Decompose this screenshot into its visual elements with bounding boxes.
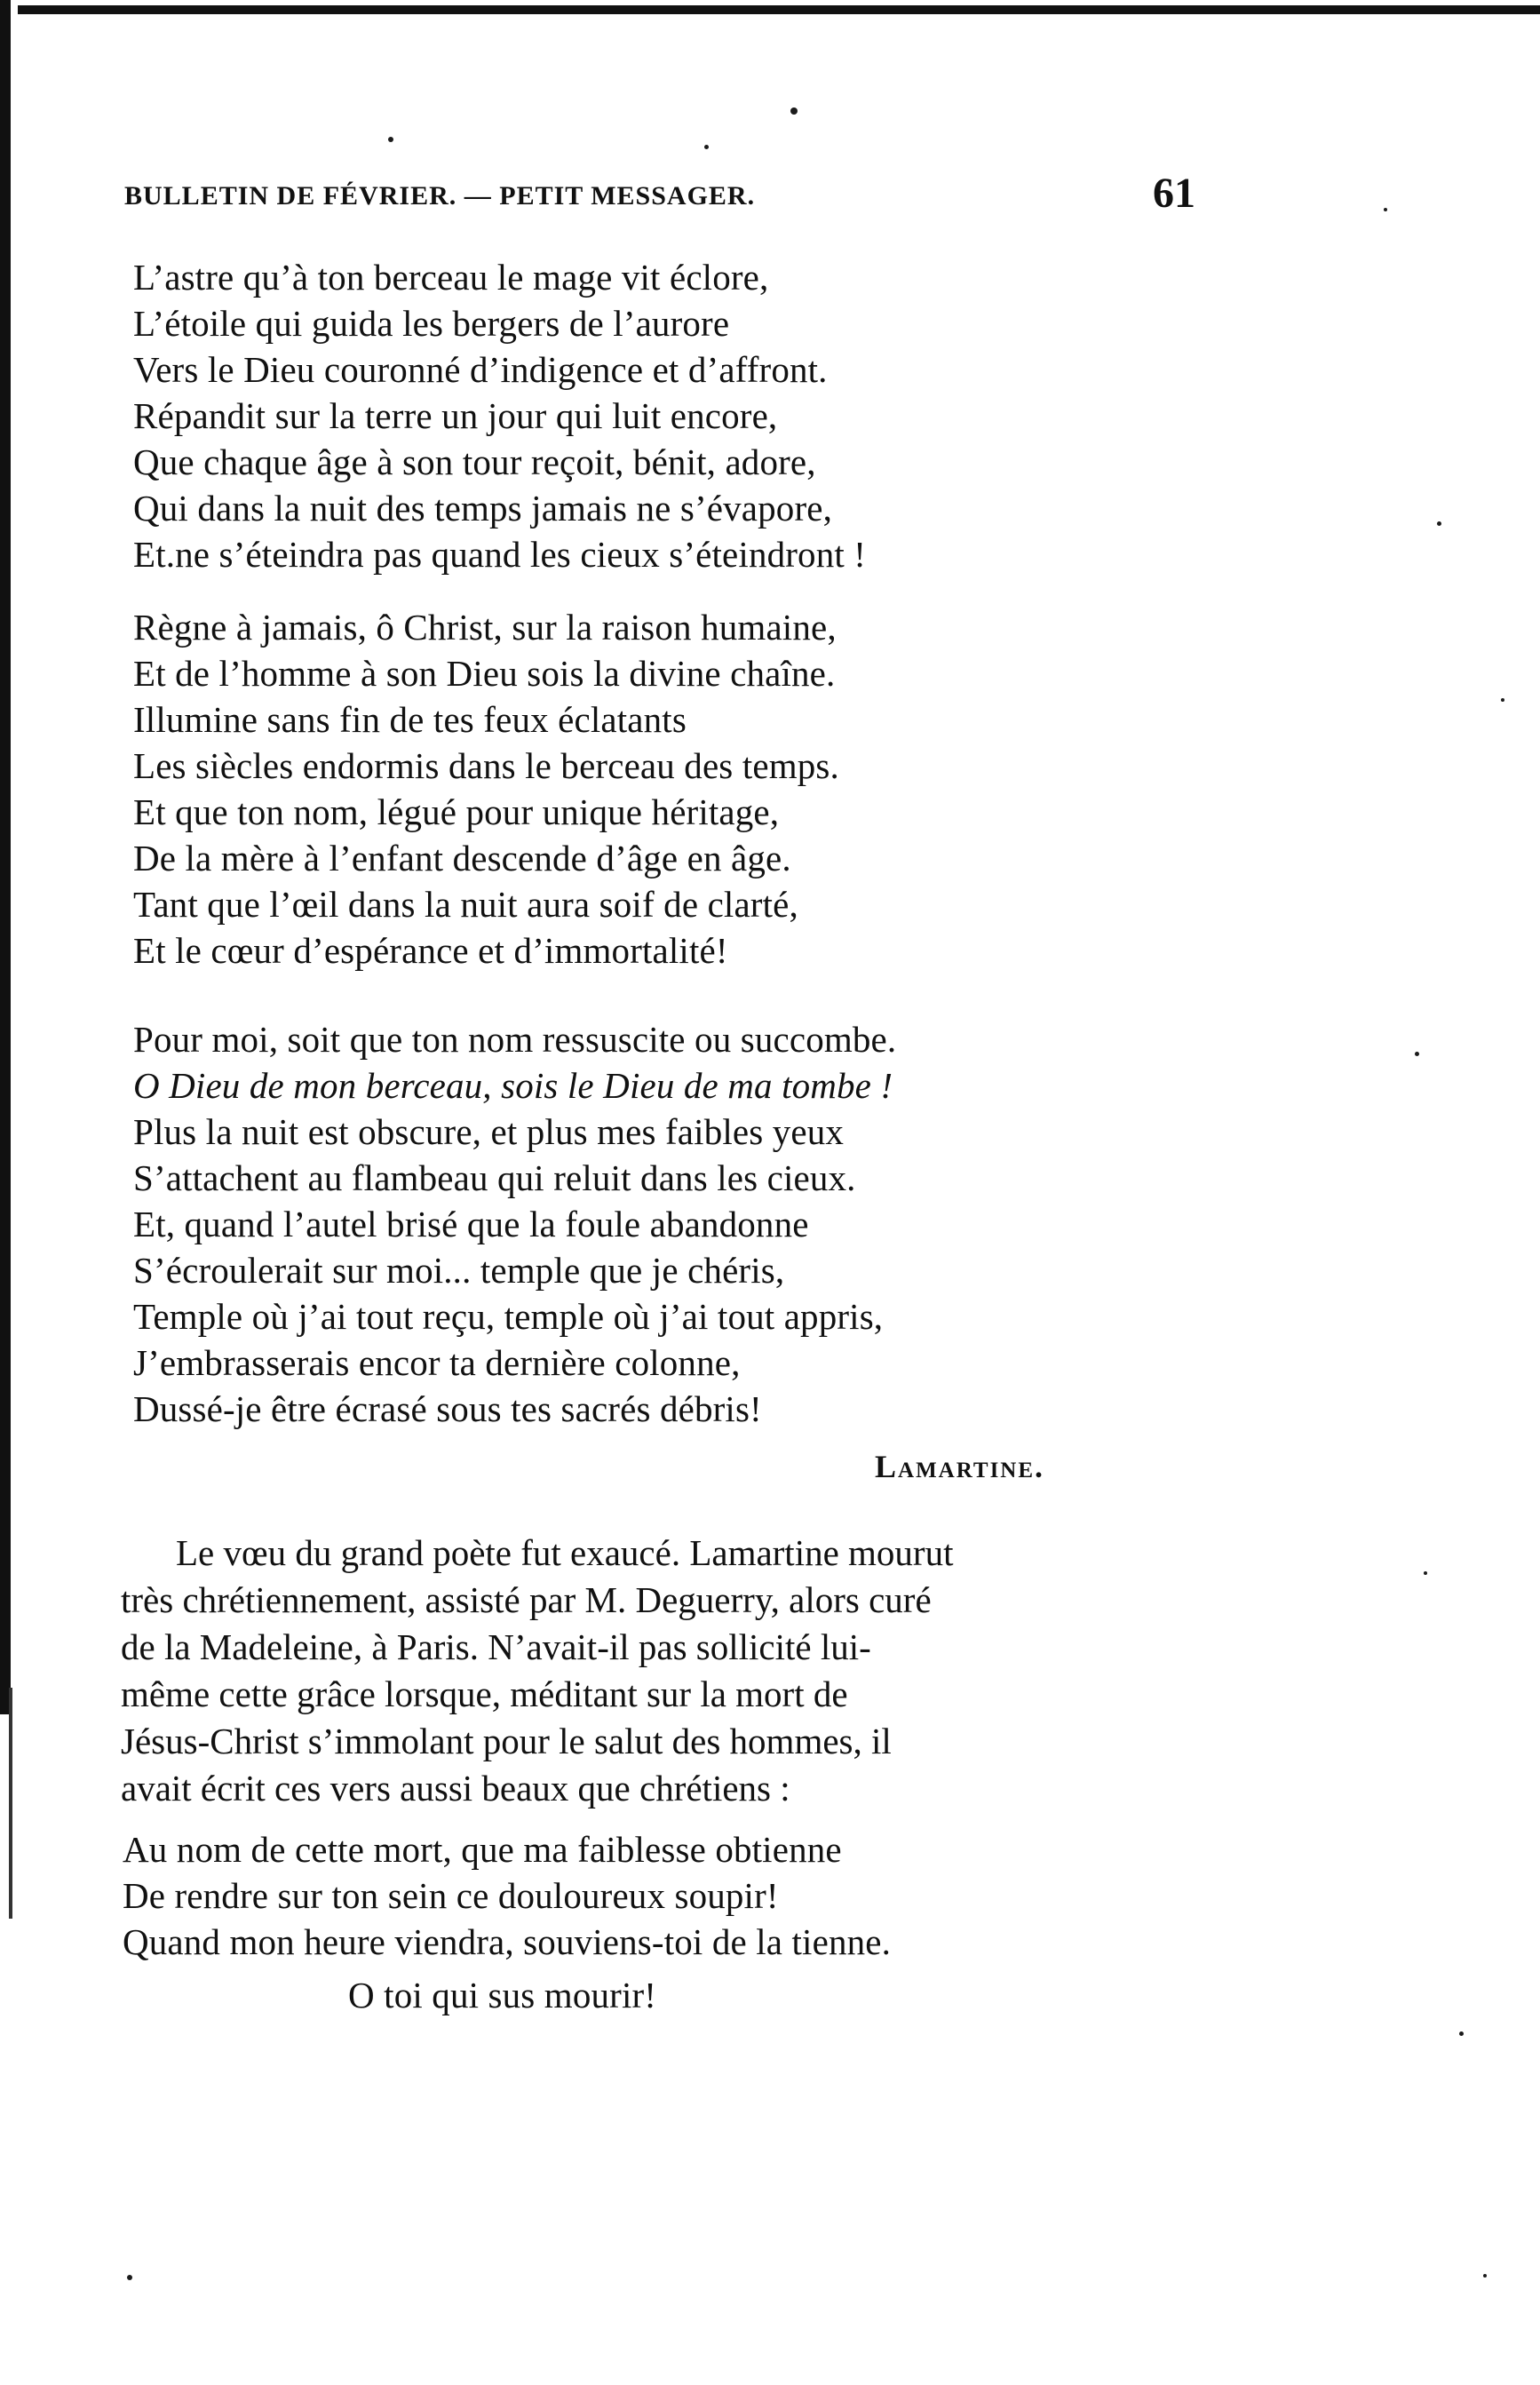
- top-border-rule: [18, 5, 1540, 14]
- prose-line: avait écrit ces vers aussi beaux que chrétiens :: [121, 1768, 790, 1809]
- poem-line-italic: O Dieu de mon berceau, sois le Dieu de ma tombe !: [133, 1065, 893, 1106]
- scan-speck: [1501, 698, 1504, 702]
- poem-line: Illumine sans fin de tes feux éclatants: [133, 699, 687, 740]
- left-scan-edge-lower: [9, 1688, 12, 1919]
- poem-line: Qui dans la nuit des temps jamais ne s’évapore,: [133, 488, 832, 529]
- poem-line: De la mère à l’enfant descende d’âge en âge.: [133, 838, 791, 878]
- author-signature: Lamartine.: [875, 1449, 1045, 1484]
- scan-speck: [790, 107, 798, 115]
- poem-line: Pour moi, soit que ton nom ressuscite ou succombe.: [133, 1019, 897, 1060]
- poem-line: Plus la nuit est obscure, et plus mes faibles yeux: [133, 1111, 845, 1152]
- running-title: BULLETIN DE FÉVRIER. — PETIT MESSAGER.: [124, 181, 756, 211]
- scan-speck: [1415, 1052, 1419, 1056]
- left-scan-edge: [0, 0, 11, 1714]
- prose-line: très chrétiennement, assisté par M. Deguerry, alors curé: [121, 1579, 932, 1620]
- poem-line: Tant que l’œil dans la nuit aura soif de clarté,: [133, 884, 798, 925]
- scan-speck: [1424, 1571, 1427, 1575]
- poem-line: Quand mon heure viendra, souviens-toi de la tienne.: [123, 1921, 891, 1962]
- scan-speck: [1459, 2031, 1464, 2036]
- poem-line: Et de l’homme à son Dieu sois la divine chaîne.: [133, 653, 836, 694]
- poem-line: Les siècles endormis dans le berceau des temps.: [133, 745, 839, 786]
- prose-line: Jésus-Christ s’immolant pour le salut des hommes, il: [121, 1721, 892, 1761]
- poem-line: L’astre qu’à ton berceau le mage vit éclore,: [133, 257, 769, 298]
- scan-speck: [388, 137, 393, 142]
- poem-line: Et, quand l’autel brisé que la foule abandonne: [133, 1204, 809, 1244]
- poem-line: O toi qui sus mourir!: [348, 1975, 657, 2015]
- poem-line: Au nom de cette mort, que ma faiblesse obtienne: [123, 1829, 842, 1870]
- poem-line: Répandit sur la terre un jour qui luit encore,: [133, 395, 778, 436]
- poem-line: Vers le Dieu couronné d’indigence et d’affront.: [133, 349, 828, 390]
- page-number: 61: [1153, 170, 1195, 217]
- poem-line: S’attachent au flambeau qui reluit dans les cieux.: [133, 1157, 856, 1198]
- prose-paragraph: [121, 1530, 1195, 1812]
- poem-line: Règne à jamais, ô Christ, sur la raison humaine,: [133, 607, 837, 648]
- poem-line: Temple où j’ai tout reçu, temple où j’ai tout appris,: [133, 1296, 884, 1337]
- poem-line: Et que ton nom, légué pour unique héritage,: [133, 791, 780, 832]
- prose-line: même cette grâce lorsque, méditant sur la mort de: [121, 1673, 848, 1714]
- poem-line: Et.ne s’éteindra pas quand les cieux s’éteindront !: [133, 534, 867, 575]
- poem-line: Dussé-je être écrasé sous tes sacrés débris!: [133, 1388, 762, 1429]
- poem-line: Que chaque âge à son tour reçoit, bénit, adore,: [133, 441, 816, 482]
- scan-speck: [127, 2275, 132, 2280]
- scan-speck: [1437, 521, 1441, 526]
- poem-line: J’embrasserais encor ta dernière colonne,: [133, 1342, 741, 1383]
- poem-line: Et le cœur d’espérance et d’immortalité!: [133, 930, 728, 971]
- scan-speck: [1384, 208, 1387, 211]
- prose-line: de la Madeleine, à Paris. N’avait-il pas sollicité lui-: [121, 1626, 871, 1667]
- poem-line: L’étoile qui guida les bergers de l’aurore: [133, 303, 730, 344]
- prose-line: Le vœu du grand poète fut exaucé. Lamartine mourut: [176, 1532, 954, 1573]
- poem-line: S’écroulerait sur moi... temple que je chéris,: [133, 1250, 785, 1291]
- scan-speck: [1483, 2274, 1487, 2278]
- poem-line: De rendre sur ton sein ce douloureux soupir!: [123, 1875, 779, 1916]
- scan-speck: [704, 145, 709, 149]
